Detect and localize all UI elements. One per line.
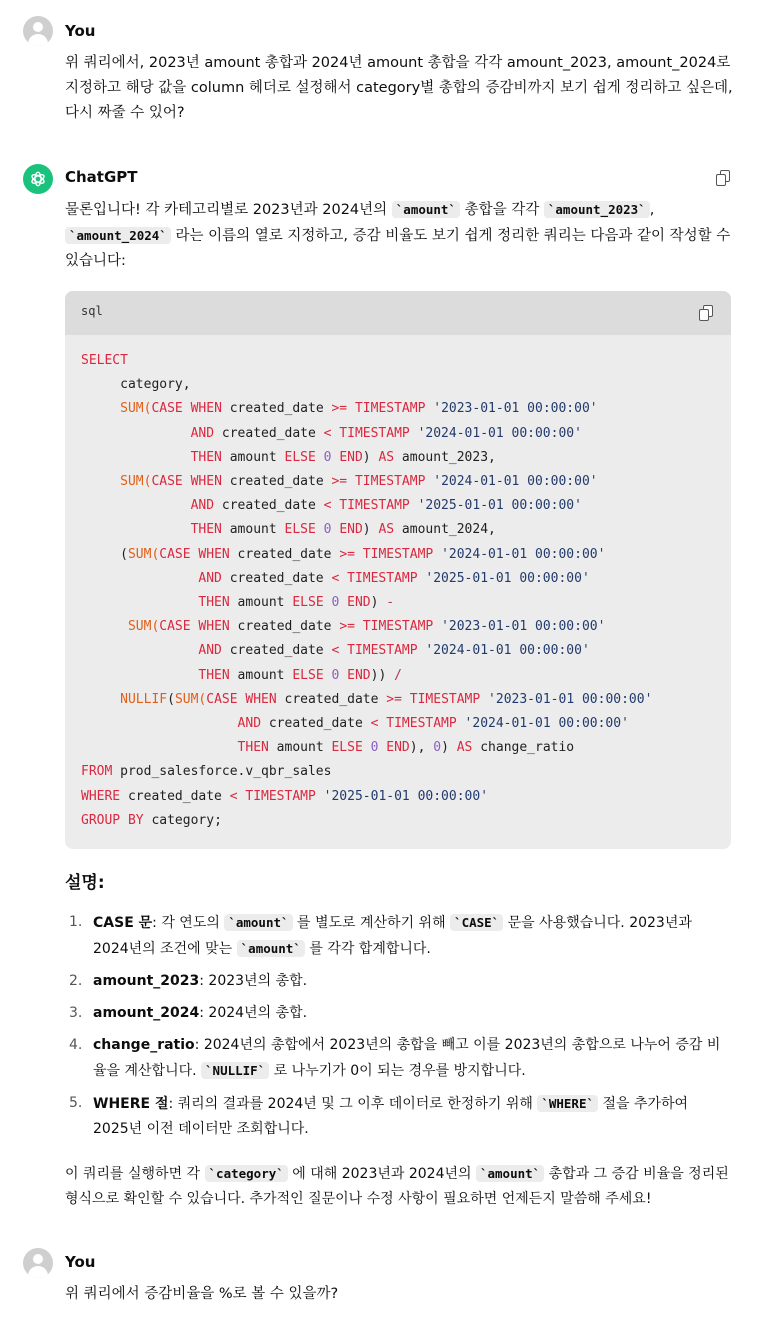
inline-code: `amount` xyxy=(392,201,460,218)
item-term: amount_2023 xyxy=(93,973,200,989)
list-item xyxy=(65,969,725,994)
user-author-label-2: You xyxy=(65,1253,96,1271)
item-text: 로 나누기가 0이 되는 경우를 방지합니다. xyxy=(269,1063,526,1079)
list-item xyxy=(65,1033,725,1084)
list-item xyxy=(65,1001,725,1026)
user-message-text-2: 위 쿼리에서 증감비율을 %로 볼 수 있을까? xyxy=(65,1286,339,1302)
list-number: 1. xyxy=(69,914,83,930)
code-block-header xyxy=(65,291,731,335)
intro-text-2: 총합을 각각 xyxy=(460,202,544,218)
sql-code: SELECT category, SUM(CASE WHEN created_date >= TIMESTAMP '2023-01-01 00:00:00' AND created_date < TIMESTAMP '2024-01-01 00:00:00' THEN amount ELSE 0 END) AS amount_2023, SUM(CASE WHEN created_date >= TIMESTAMP '2024-01-01 00:00:00' AND created_date < TIMESTAMP '2025-01-01 00:00:00' THEN amount ELSE 0 END) AS amount_2024, (SUM(CASE WHEN created_date >= TIMESTAMP '2024-01-01 00:00:00' AND created_date < TIMESTAMP '2025-01-01 00:00:00' THEN amount ELSE 0 END) - SUM(CASE WHEN created_date >= TIMESTAMP '2023-01-01 00:00:00' AND created_date < TIMESTAMP '2024-01-01 00:00:00' THEN amount ELSE 0 END)) / NULLIF(SUM(CASE WHEN created_date >= TIMESTAMP '2023-01-01 00:00:00' AND created_date < TIMESTAMP '2024-01-01 00:00:00' THEN amount ELSE 0 END), 0) AS change_ratio FROM prod_salesforce.v_qbr_sales WHERE created_date < TIMESTAMP '2025-01-01 00:00:00' GROUP BY category; xyxy=(81,353,653,828)
intro-text-4: 라는 이름의 열로 지정하고, 증감 비율도 보기 쉽게 정리한 쿼리는 다음과 같이 작성할 수 있습니다: xyxy=(65,228,731,269)
assistant-intro xyxy=(65,197,733,274)
inline-code: `WHERE` xyxy=(537,1095,598,1112)
explanation-list xyxy=(65,910,725,1149)
list-number: 3. xyxy=(69,1005,83,1021)
item-text: 절을 추가하여 2025년 이전 데이터만 조회합니다. xyxy=(93,1096,689,1137)
item-text: 를 별도로 계산하기 위해 xyxy=(292,915,451,931)
inline-code: `amount_2024` xyxy=(65,227,171,244)
assistant-outro xyxy=(65,1161,730,1212)
item-text: : 2024년의 총합. xyxy=(199,1005,308,1021)
code-block xyxy=(65,291,731,849)
intro-text-3: , xyxy=(649,202,655,218)
user-author-label: You xyxy=(65,22,96,40)
inline-code: `amount` xyxy=(476,1165,544,1182)
item-term: amount_2024 xyxy=(93,1005,200,1021)
user-message-text: 위 쿼리에서, 2023년 amount 총합과 2024년 amount 총합을 각각 amount_2023, amount_2024로 지정하고 해당 값을 column 헤더로 설정해서 category별 총합의 증감비까지 보기 쉽게 정리하고 싶은데, 다시 짜줄 수 있어? xyxy=(65,55,733,121)
item-text: : 2023년의 총합. xyxy=(199,973,308,989)
inline-code: `NULLIF` xyxy=(201,1062,269,1079)
item-term: WHERE 절 xyxy=(93,1096,169,1112)
item-text: 문을 사용했습니다. 2023년과 2024년의 조건에 맞는 xyxy=(93,915,692,957)
item-text: : 2024년의 총합에서 2023년의 총합을 빼고 이를 2023년의 총합으로 나누어 증감 비율을 계산합니다. xyxy=(93,1037,721,1079)
assistant-author-label: ChatGPT xyxy=(65,168,138,186)
list-item xyxy=(65,1091,725,1142)
copy-icon[interactable] xyxy=(716,170,732,186)
outro-text-3: 총합과 그 증감 비율을 정리된 형식으로 확인할 수 있습니다. 추가적인 질문이나 수정 사항이 필요하면 언제든지 말씀해 주세요! xyxy=(65,1166,729,1207)
list-number: 2. xyxy=(69,973,83,989)
user-avatar-icon xyxy=(23,16,53,46)
list-item xyxy=(65,910,725,962)
item-term: change_ratio xyxy=(93,1037,195,1053)
inline-code: `amount` xyxy=(237,940,305,957)
explanation-heading: 설명: xyxy=(65,873,105,893)
copy-code-icon[interactable] xyxy=(699,305,715,321)
inline-code: `amount` xyxy=(224,914,292,931)
item-term: CASE 문 xyxy=(93,915,153,931)
item-text: : 각 연도의 xyxy=(152,915,225,931)
list-number: 4. xyxy=(69,1037,83,1053)
outro-text-2: 에 대해 2023년과 2024년의 xyxy=(287,1166,476,1182)
user-avatar-icon xyxy=(23,1248,53,1278)
item-text: 를 각각 합계합니다. xyxy=(304,941,431,957)
outro-text-1: 이 쿼리를 실행하면 각 xyxy=(65,1166,205,1182)
intro-text-1: 물론입니다! 각 카테고리별로 2023년과 2024년의 xyxy=(65,202,392,218)
inline-code: `amount_2023` xyxy=(544,201,650,218)
inline-code: `category` xyxy=(205,1165,288,1182)
list-number: 5. xyxy=(69,1095,83,1111)
code-language-label: sql xyxy=(81,304,103,318)
openai-logo-icon xyxy=(23,164,53,194)
inline-code: `CASE` xyxy=(450,914,503,931)
item-text: : 쿼리의 결과를 2024년 및 그 이후 데이터로 한정하기 위해 xyxy=(168,1096,538,1112)
